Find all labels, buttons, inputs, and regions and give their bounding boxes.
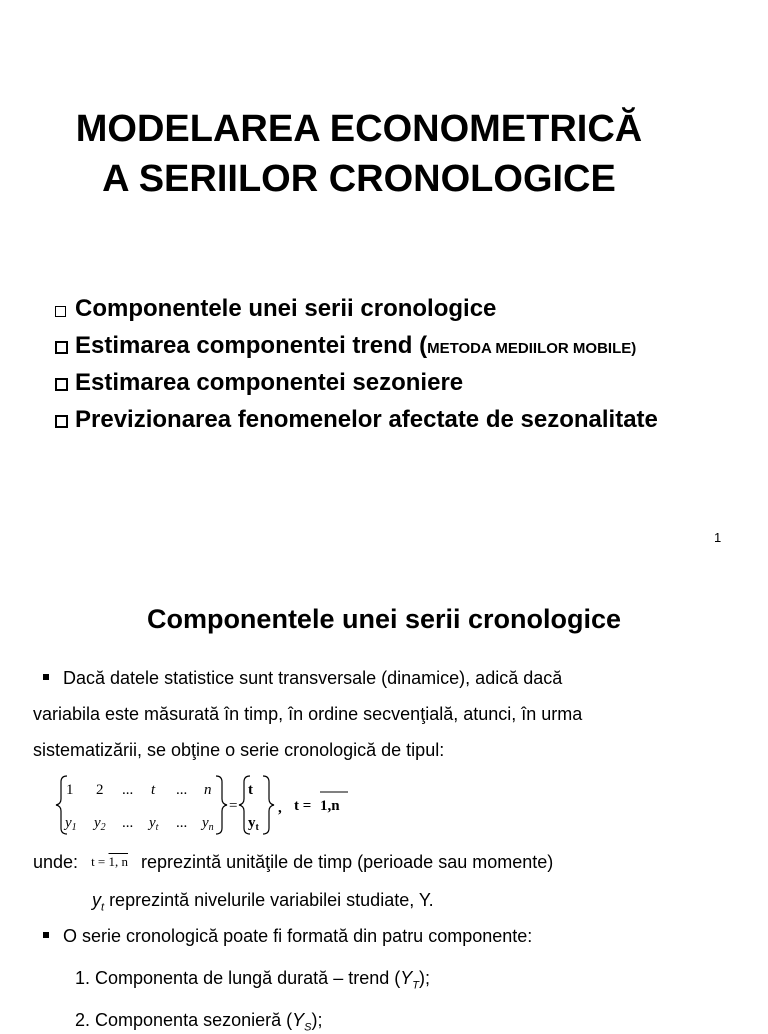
- topic-note: METODA MEDIILOR MOBILE: [427, 340, 632, 357]
- formula-top-cell: ...: [122, 782, 134, 798]
- svg-text:yt: $y_t$: [149, 815, 159, 833]
- time-series-formula: [52, 772, 372, 838]
- formula-top-cell: 2: [96, 782, 104, 798]
- topics-list: [55, 290, 658, 438]
- yt-line: $y_t$ reprezintă nivelurile variabilei studiate, Y.: [92, 890, 434, 914]
- checkbox-square-icon: [55, 341, 68, 354]
- title-line-2: A SERIILOR CRONOLOGICE: [102, 158, 616, 200]
- topic-item: Componentele unei serii cronologice: [55, 290, 658, 327]
- svg-text:,: ,: [278, 800, 282, 816]
- topic-item: Estimarea componentei trend (METODA MEDIILOR MOBILE): [55, 327, 658, 364]
- bullet-icon: [43, 932, 49, 938]
- svg-text:y2: $y_2$: [94, 815, 106, 833]
- title-line-1: MODELAREA ECONOMETRICĂ: [75, 108, 643, 150]
- formula-rhs-top: t: [248, 782, 253, 798]
- unde-line: unde: t = 1, n reprezintă unităţile de timp (perioade sau momente): [33, 852, 554, 872]
- svg-text:yn: $y_n$: [202, 815, 214, 833]
- slide-title: [0, 104, 718, 204]
- formula-bottom-cell: ...: [176, 815, 188, 831]
- svg-text:=: =: [229, 798, 238, 814]
- topic-item: Previzionarea fenomenelor afectate de sezonalitate: [55, 401, 658, 438]
- page-number: 1: [714, 530, 722, 545]
- intro-paragraph: Dacă datele statistice sunt transversale (dinamice), adică dacă variabila este măsurată în timp, în ordine secvenţială, atunci, în urma sistematizării, se obţine o serie cronologică de tipul:: [33, 668, 583, 760]
- formula-bottom-cell: ...: [122, 815, 134, 831]
- unde-math: t = 1, n: [91, 854, 129, 869]
- list-item: 1. Componenta de lungă durată – trend $(Y_T)$;: [75, 968, 430, 992]
- section-title: Componentele unei serii cronologice: [146, 604, 622, 634]
- checkbox-square-icon: [55, 378, 68, 391]
- checkbox-square-icon: [55, 415, 68, 428]
- formula-top-cell: n: [204, 782, 212, 798]
- bullet-icon: [43, 674, 49, 680]
- formula-range-prefix: t =: [294, 798, 312, 814]
- svg-text:y1: $y_1$: [65, 815, 77, 833]
- checkbox-square-icon: [55, 306, 66, 317]
- formula-top-cell: 1: [66, 782, 74, 798]
- list-item: 2. Componenta sezonieră $(Y_S)$;: [75, 1010, 323, 1034]
- formula-range: 1,n: [320, 798, 340, 814]
- formula-top-cell: ...: [176, 782, 188, 798]
- svg-text:yt: $y_t$: [248, 815, 259, 833]
- topic-item: Estimarea componentei sezoniere: [55, 364, 658, 401]
- formula-top-cell: t: [151, 782, 156, 798]
- components-bullet: O serie cronologică poate fi formată din patru componente:: [33, 926, 532, 947]
